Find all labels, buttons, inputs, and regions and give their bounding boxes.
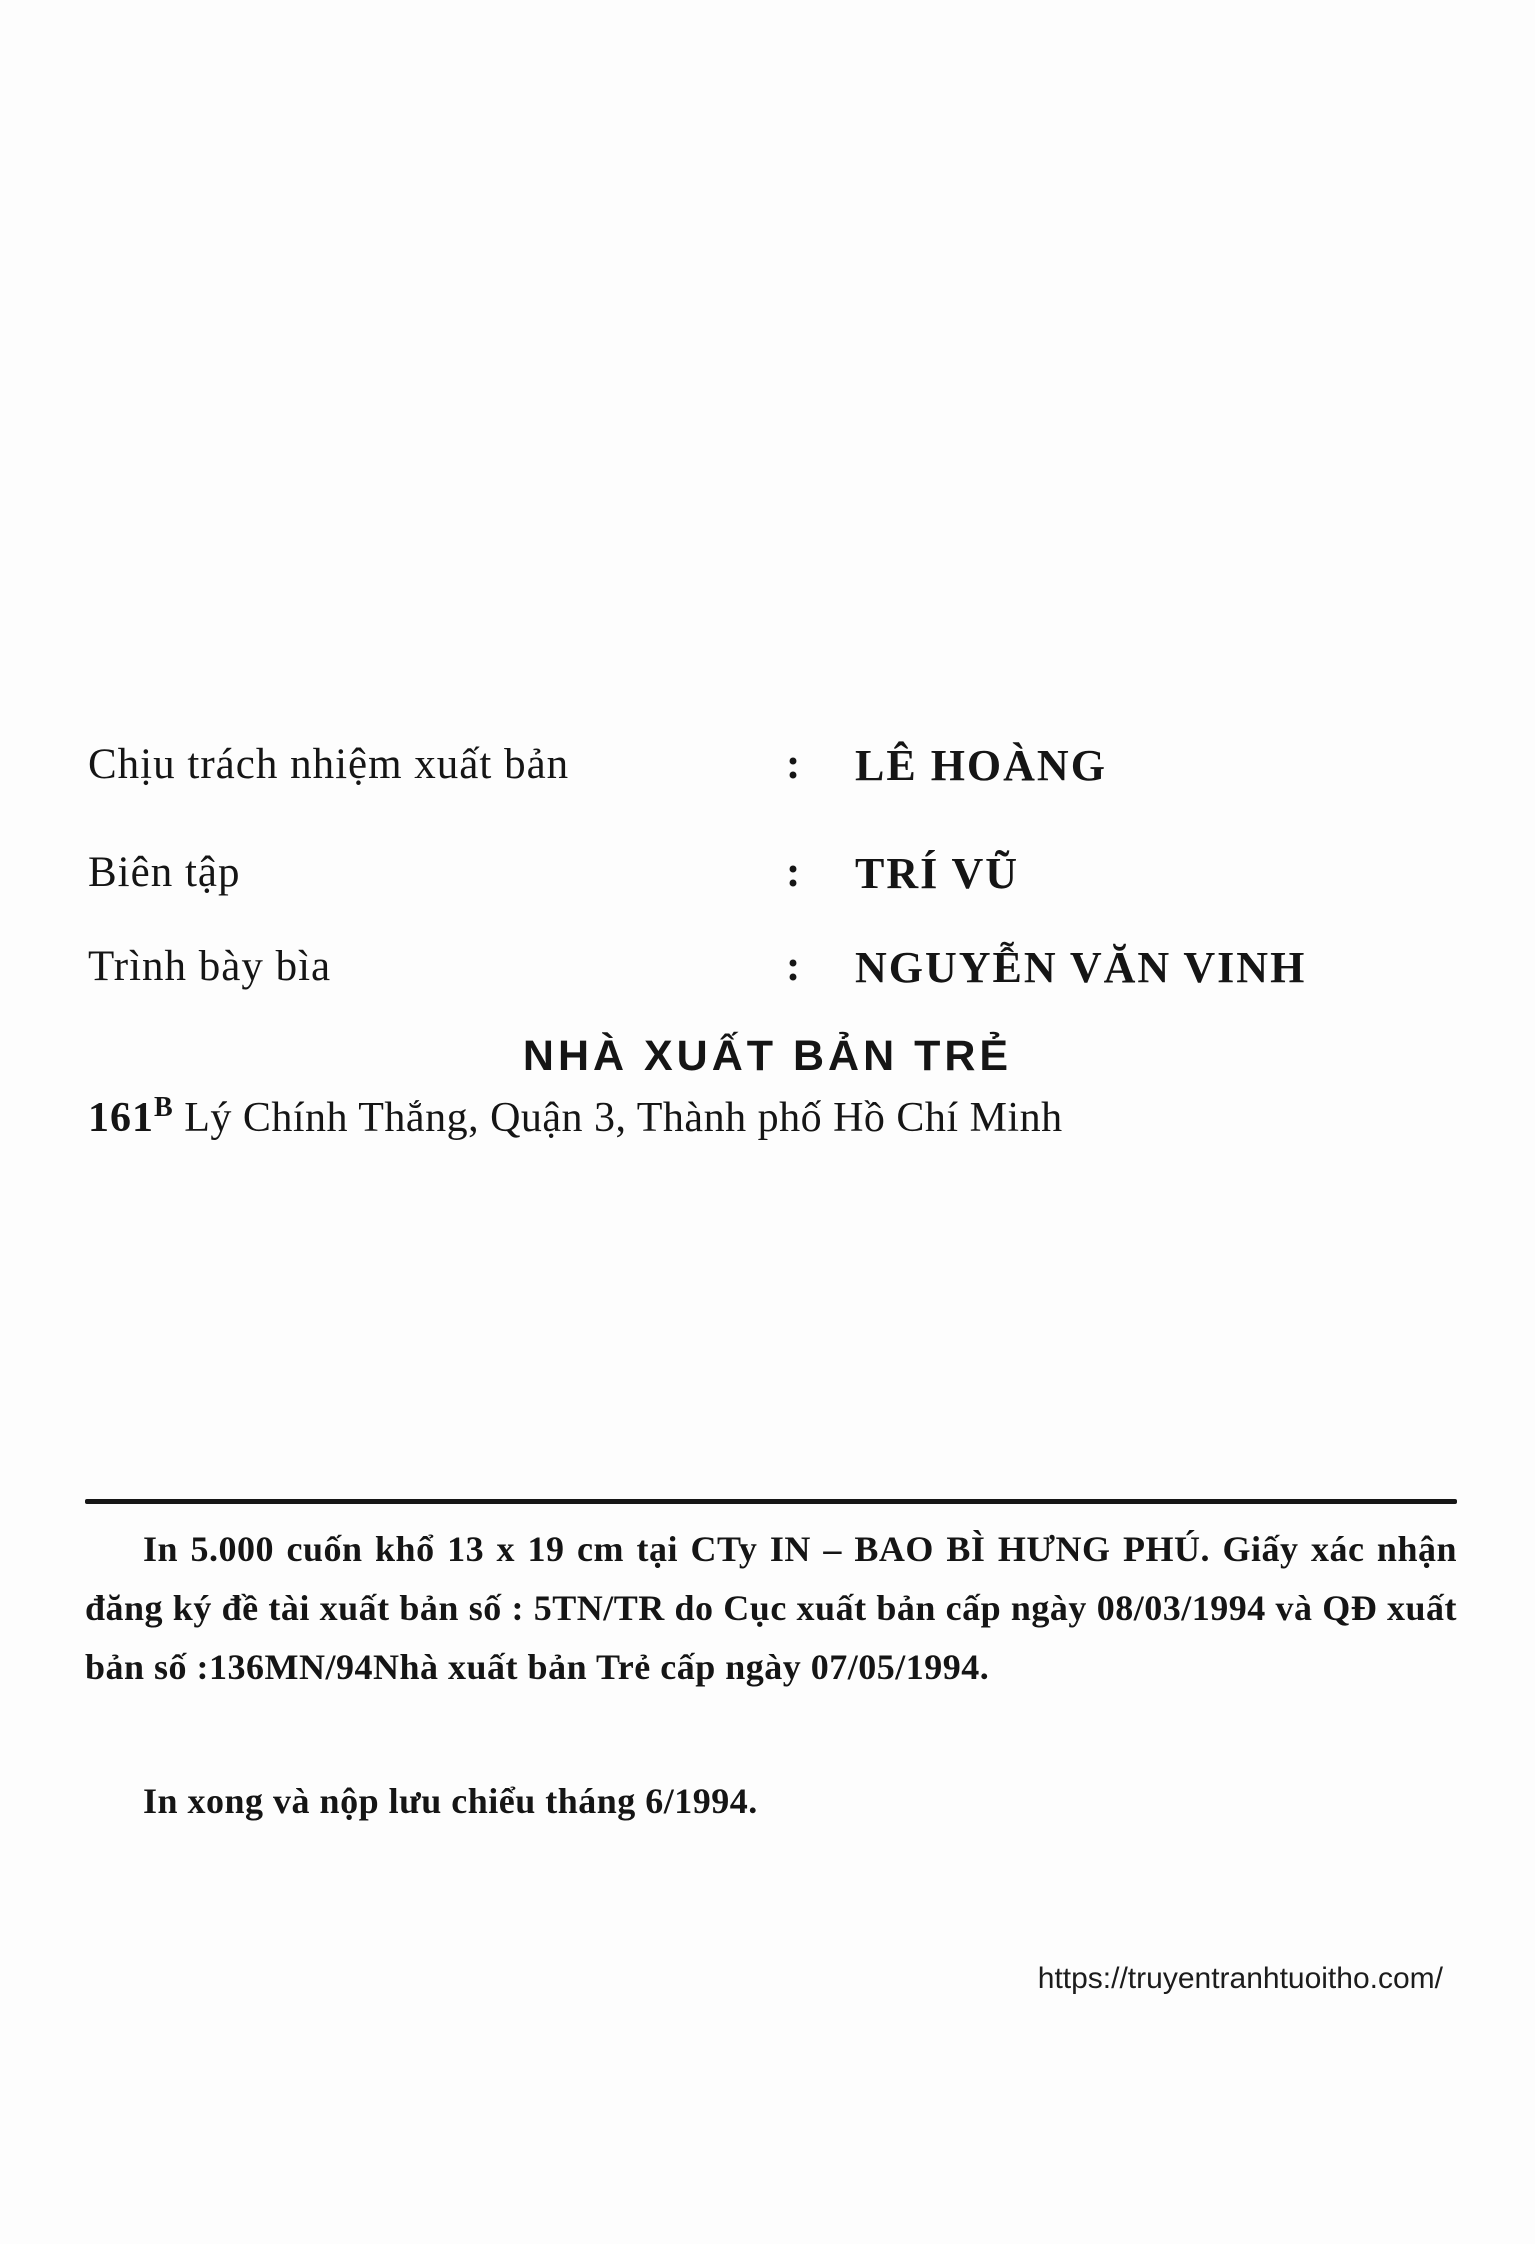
credit-label: Biên tập xyxy=(88,849,241,896)
credit-label: Chịu trách nhiệm xuất bản xyxy=(88,741,570,788)
address-street-number-suffix: B xyxy=(154,1092,174,1123)
credit-separator: : xyxy=(786,849,801,896)
credit-separator: : xyxy=(786,741,801,788)
publisher-address xyxy=(88,1094,1488,1142)
publisher-name: NHÀ XUẤT BẢN TRẺ xyxy=(522,1032,1013,1080)
credit-row-editor xyxy=(0,848,1535,918)
credit-row-publishing-responsibility xyxy=(0,740,1535,810)
print-run-paragraph: In 5.000 cuốn khổ 13 x 19 cm tại CTy IN – BAO BÌ HƯNG PHÚ. Giấy xác nhận đăng ký đề tài xuất bản số : 5TN/TR do Cục xuất bản cấp ngày 08/03/1994 và QĐ xuất bản số :136MN/94Nhà xuất bản Trẻ cấp ngày 07/05/1994. xyxy=(85,1529,1457,1687)
legal-deposit-line: In xong và nộp lưu chiểu tháng 6/1994. xyxy=(143,1781,758,1821)
credit-separator: : xyxy=(786,943,801,990)
horizontal-divider xyxy=(85,1499,1457,1504)
credit-value: LÊ HOÀNG xyxy=(855,741,1107,790)
credit-value: TRÍ VŨ xyxy=(855,849,1020,898)
address-text: Lý Chính Thắng, Quận 3, Thành phố Hồ Chí Minh xyxy=(173,1095,1063,1141)
watermark-url: https://truyentranhtuoitho.com/ xyxy=(1037,1962,1443,1995)
credit-label: Trình bày bìa xyxy=(88,943,332,990)
credit-row-cover-design xyxy=(0,942,1535,1012)
address-street-number: 161 xyxy=(88,1095,154,1141)
credit-value: NGUYỄN VĂN VINH xyxy=(855,943,1307,992)
